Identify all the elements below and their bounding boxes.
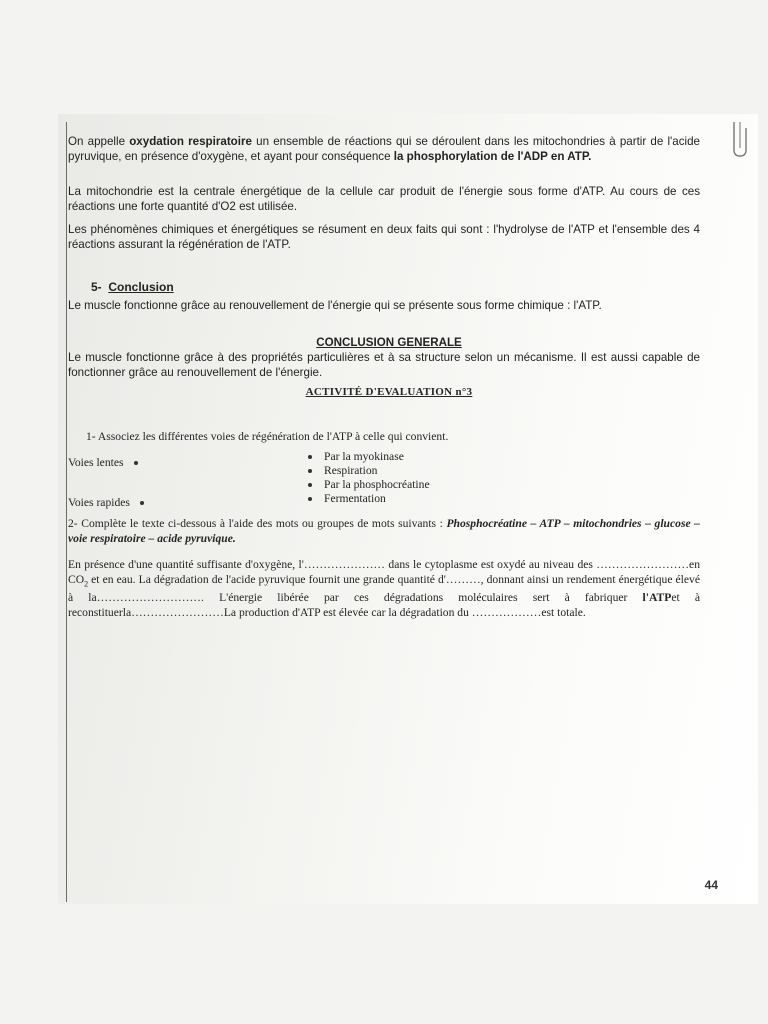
match-dot-icon [134, 461, 138, 465]
general-conclusion-title: CONCLUSION GENERALE [316, 336, 462, 349]
item-label: Fermentation [324, 492, 386, 505]
text-run: En présence d'une quantité suffisante d'oxygène, l'………………… dans le cytoplasme est oxydé au niveau des ……………………en CO [68, 558, 700, 586]
page-number: 44 [704, 878, 718, 892]
document-page [58, 114, 758, 904]
left-item-voies-lentes [68, 456, 150, 470]
left-item-voies-rapides [68, 496, 156, 510]
right-item-phosphocreatine [308, 478, 430, 492]
match-dot-icon [140, 501, 144, 505]
right-item-fermentation [308, 492, 386, 506]
term-oxydation-respiratoire: oxydation respiratoire [129, 135, 252, 148]
bullet-icon [308, 497, 312, 501]
term-atp: l'ATP [642, 591, 672, 605]
page-edge-line [66, 122, 67, 902]
binder-clip-icon [730, 120, 752, 160]
paragraph-mitochondrie: La mitochondrie est la centrale énergétique de la cellule car produit de l'énergie sous forme d'ATP. Au cours de ces réactions une forte quantité d'O2 est utilisée. [68, 185, 700, 213]
item-label: Voies rapides [68, 496, 130, 509]
paragraph-phenomenes: Les phénomènes chimiques et énergétiques se résument en deux faits qui sont : l'hydrolyse de l'ATP et l'ensemble des 4 réactions assurant la régénération de l'ATP. [68, 223, 700, 251]
heading-title: Conclusion [108, 280, 174, 294]
paragraph-oxydation [68, 134, 700, 164]
item-label: Par la myokinase [324, 450, 404, 463]
right-item-respiration [308, 464, 377, 478]
right-item-myokinase [308, 450, 404, 464]
text-run: et à reconstituerla……………………La production d'ATP est élevée car la dégradation du ………………est totale. [68, 591, 700, 619]
item-label: Voies lentes [68, 456, 124, 469]
fill-in-text [68, 558, 700, 620]
paragraph-conclusion: Le muscle fonctionne grâce au renouvellement de l'énergie qui se présente sous forme chimique : l'ATP. [68, 299, 602, 312]
question-2 [68, 516, 700, 546]
question-2-intro: 2- Complète le texte ci-dessous à l'aide des mots ou groupes de mots suivants : [68, 517, 447, 530]
item-label: Respiration [324, 464, 378, 477]
word-bank: Phosphocréatine – ATP – mitochondries – glucose – voie respiratoire – acide pyruvique. [68, 517, 700, 545]
text-run: et en eau. La dégradation de l'acide pyruvique fournit une grande quantité d'………, donnant ainsi un rendement énergétique élevé à la………………………. L'énergie libérée par ces dégradations moléculaires sert à fabriquer [68, 572, 700, 605]
item-label: Par la phosphocréatine [324, 478, 430, 491]
paragraph-general-conclusion: Le muscle fonctionne grâce à des propriétés particulières et à sa structure selon un mécanisme. Il est aussi capable de fonctionner grâce au renouvellement de l'énergie. [68, 351, 700, 379]
subscript: 2 [84, 578, 89, 588]
text-run: On appelle [68, 135, 130, 148]
bullet-icon [308, 483, 312, 487]
bullet-icon [308, 469, 312, 473]
conclusion-heading [91, 280, 174, 294]
term-phosphorylation: la phosphorylation de l'ADP en ATP. [393, 150, 592, 163]
evaluation-title: ACTIVITÉ D'EVALUATION n°3 [305, 386, 473, 398]
question-1: 1- Associez les différentes voies de régénération de l'ATP à celle qui convient. [86, 430, 449, 443]
bullet-icon [308, 455, 312, 459]
text-run: un ensemble de réactions qui se déroulent dans les mitochondries à partir de l'acide pyruvique, en présence d'oxygène, et ayant pour conséquence [68, 135, 700, 163]
heading-number: 5- [91, 280, 102, 294]
